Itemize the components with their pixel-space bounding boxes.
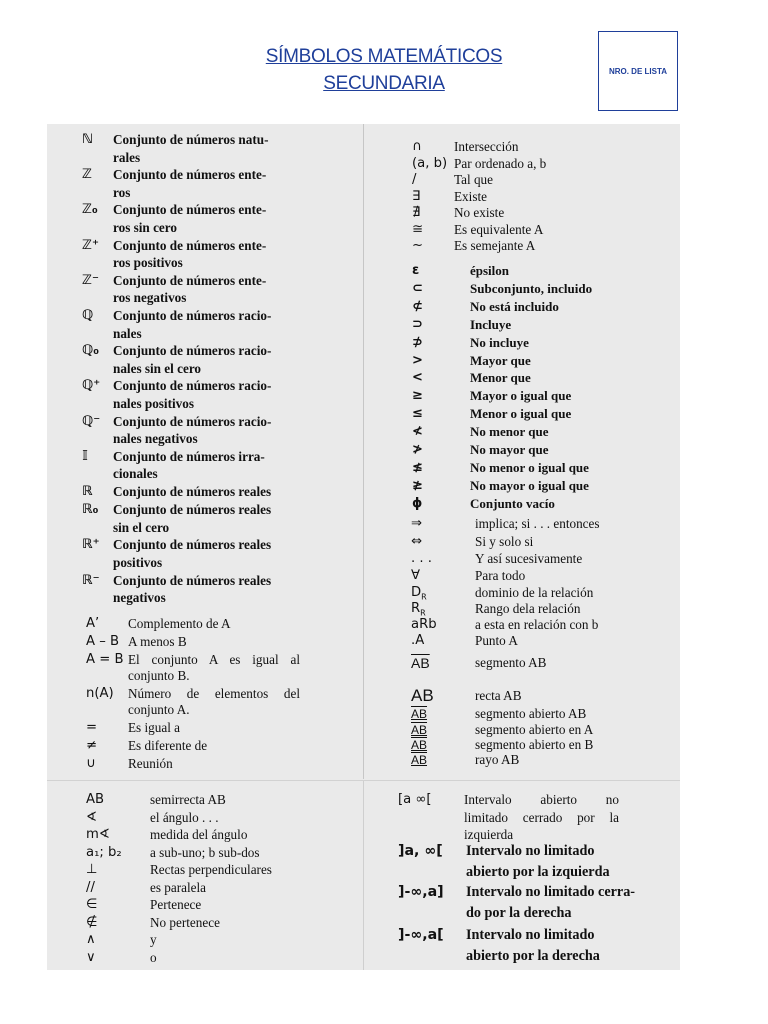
symbol: ℤ⁺	[82, 237, 99, 253]
symbol: /	[412, 172, 417, 187]
symbol-description: rales	[113, 149, 141, 165]
symbol: ≱	[412, 477, 423, 493]
symbol-description: No pertenece	[150, 914, 220, 930]
symbol-description: Conjunto de números reales	[113, 572, 272, 588]
symbol-description: y	[150, 932, 157, 947]
symbol-description: el ángulo . . .	[150, 809, 219, 825]
symbol-description: No menor que	[470, 424, 549, 440]
symbol: ]-∞,a]	[398, 884, 444, 900]
symbol-description: Menor o igual que	[470, 406, 572, 422]
symbol-description: Conjunto de números reales	[113, 484, 272, 499]
symbol-description: A menos B	[128, 633, 187, 649]
symbol-description: Reunión	[128, 756, 173, 772]
symbol: ℝ⁻	[82, 572, 100, 588]
symbol: ℕ	[82, 132, 94, 147]
symbol: ⇔	[411, 534, 423, 549]
symbol-description: conjunto A.	[128, 702, 190, 718]
symbol-description: medida del ángulo	[150, 827, 248, 842]
symbol-description: Existe	[454, 188, 487, 204]
symbol-description: semirrecta AB	[150, 792, 226, 807]
symbol-description: Conjunto vacío	[470, 495, 555, 511]
symbol: ℤ	[82, 167, 92, 183]
symbol: ∀	[411, 568, 421, 583]
symbol-description: No incluye	[470, 334, 529, 350]
symbol: $R_R$	[411, 601, 426, 618]
symbol-description: Mayor que	[470, 352, 531, 368]
symbol-description: Menor que	[470, 370, 531, 386]
symbol: ≮	[412, 424, 423, 440]
symbol-description: abierto por la izquierda	[466, 863, 610, 880]
symbol-description: ros	[113, 184, 131, 200]
symbol: A = B	[86, 651, 124, 667]
symbol-description: No mayor o igual que	[470, 477, 589, 493]
symbol: a₁; b₂	[86, 844, 122, 860]
symbol-description: No mayor que	[470, 442, 549, 457]
symbol: ϕ	[412, 495, 423, 511]
symbol-description: segmento abierto en A	[475, 722, 594, 737]
symbol-description: épsilon	[470, 263, 510, 278]
symbol: A – B	[86, 633, 120, 649]
symbol-description: Y así sucesivamente	[475, 551, 583, 566]
symbol: ℚ⁺	[82, 378, 101, 394]
symbol-description: Es igual a	[128, 720, 181, 736]
symbol: ≰	[412, 459, 423, 475]
symbol-description: ros positivos	[113, 255, 183, 271]
symbol: ⇒	[411, 516, 423, 531]
symbol: ⊂	[412, 280, 423, 296]
symbol: //	[86, 879, 95, 895]
column-divider	[363, 124, 364, 779]
symbol-description: nales negativos	[113, 431, 198, 447]
symbol: ∩	[412, 139, 422, 154]
symbol: 𝕀	[82, 448, 89, 464]
symbol-description: ros negativos	[113, 290, 187, 306]
symbol-description: nales sin el cero	[113, 360, 202, 376]
symbol: . . .	[411, 551, 432, 566]
symbol-description: El conjunto A es igual al	[128, 651, 300, 667]
symbol-description: Intervalo no limitado	[466, 927, 595, 943]
symbol-description: izquierda	[464, 827, 514, 843]
symbol-description: implica; si . . . entonces	[475, 516, 600, 531]
symbol-description: do por la derecha	[466, 904, 572, 921]
symbol: AB	[411, 723, 428, 737]
symbol-description: Número de elementos del	[128, 686, 300, 702]
symbol: A’	[86, 616, 100, 631]
symbol: AB	[86, 792, 105, 807]
symbol: ≅	[412, 221, 424, 237]
symbol-description: Intervalo no limitado cerra-	[466, 884, 636, 900]
symbol: <	[412, 370, 423, 386]
symbol-subscript: R	[421, 592, 427, 602]
symbol-description: limitado cerrado por la	[464, 809, 619, 825]
symbol: ⊥	[86, 862, 98, 877]
symbol-description: a sub-uno; b sub-dos	[150, 844, 260, 860]
symbol-description: conjunto B.	[128, 668, 190, 684]
symbol-description: Conjunto de números ente-	[113, 237, 267, 253]
symbol-description: a esta en relación con b	[475, 617, 599, 632]
symbol: aRb	[411, 617, 437, 632]
list-number-label: NRO. DE LISTA	[608, 66, 668, 76]
symbol-description: Punto A	[475, 633, 518, 648]
symbol: ∨	[86, 949, 96, 965]
symbol: ℝ	[82, 484, 93, 499]
symbol: m∢	[86, 827, 110, 842]
symbol-description: Conjunto de números racio-	[113, 378, 272, 394]
symbol-description: ros sin cero	[113, 219, 177, 235]
symbol: ℝ₀	[82, 502, 99, 518]
symbol-description: nales positivos	[113, 395, 194, 411]
symbol: ℤ⁻	[82, 272, 99, 288]
symbol-description: Conjunto de números racio-	[113, 413, 272, 429]
symbol: ⊄	[412, 298, 423, 314]
symbol-description: Conjunto de números racio-	[113, 343, 272, 359]
symbol-description: Conjunto de números ente-	[113, 167, 267, 183]
symbol: .A	[411, 633, 425, 648]
symbol-description: nales	[113, 325, 142, 341]
symbol-description: Rango dela relación	[475, 601, 581, 616]
symbol-description: Tal que	[454, 172, 493, 187]
symbol-description: es paralela	[150, 879, 207, 895]
page-title-line-1: SÍMBOLOS MATEMÁTICOS	[265, 46, 503, 67]
symbol: ⊅	[412, 334, 423, 350]
symbol-description: Es diferente de	[128, 738, 208, 754]
symbol-description: Complemento de A	[128, 616, 231, 631]
symbol-description: rayo AB	[475, 752, 520, 767]
symbol: ε	[412, 263, 420, 278]
symbol: $D_R$	[411, 585, 427, 602]
symbol-description: negativos	[113, 590, 166, 606]
symbol-description: abierto por la derecha	[466, 947, 600, 964]
symbol-description: Rectas perpendiculares	[150, 862, 272, 877]
symbol-description: Pertenece	[150, 897, 202, 912]
symbol: >	[412, 352, 423, 368]
symbol-description: segmento abierto AB	[475, 706, 587, 721]
symbol: ℤ₀	[82, 202, 98, 218]
symbol-description: Es equivalente A	[454, 221, 544, 237]
symbol-description: o	[150, 949, 157, 965]
symbol: AB	[411, 738, 428, 752]
symbol-description: Intervalo abierto no	[464, 792, 619, 807]
symbol-description: Conjunto de números racio-	[113, 308, 272, 323]
symbol-description: Conjunto de números ente-	[113, 202, 267, 218]
symbol-description: Intersección	[454, 139, 519, 154]
symbol: ∧	[86, 932, 96, 947]
page-title-line-2: SECUNDARIA	[323, 73, 445, 94]
symbol: =	[86, 720, 98, 736]
symbol-description: segmento AB	[475, 655, 547, 670]
symbol: AB	[411, 753, 428, 767]
symbol-description: recta AB	[475, 688, 522, 703]
symbol-description: No está incluido	[470, 298, 559, 314]
symbol: ℚ⁻	[82, 413, 101, 429]
symbol-description: positivos	[113, 554, 163, 570]
symbol-description: Conjunto de números ente-	[113, 272, 267, 288]
symbol-description: Incluye	[470, 316, 512, 332]
symbol: AB	[411, 686, 434, 705]
bottom-column-divider	[363, 781, 364, 970]
symbol: ≠	[86, 738, 98, 754]
symbol-description: Para todo	[475, 568, 526, 583]
symbol: ]a, ∞[	[398, 843, 443, 859]
symbol: ∉	[86, 914, 98, 930]
symbol: ⊃	[412, 316, 423, 332]
symbol-description: Subconjunto, incluido	[470, 280, 593, 296]
symbol: ℚ₀	[82, 343, 99, 359]
symbol-description: cionales	[113, 466, 158, 482]
symbol: ∃	[412, 188, 421, 204]
symbol: ℚ	[82, 308, 94, 323]
symbol-description: Conjunto de números irra-	[113, 448, 265, 464]
symbol-description: dominio de la relación	[475, 585, 594, 600]
symbol-description: Es semejante A	[454, 238, 536, 253]
symbol: ≤	[412, 406, 423, 422]
symbol: $\overline{AB}$	[411, 655, 430, 671]
symbol: AB	[411, 707, 428, 721]
symbol-description: Si y solo si	[475, 534, 534, 549]
symbol: ~	[412, 238, 424, 253]
symbol-description: sin el cero	[113, 519, 170, 535]
symbol: [a ∞[	[398, 792, 432, 807]
symbol-description: No menor o igual que	[470, 459, 589, 475]
symbol: ∪	[86, 756, 96, 772]
symbol: ]-∞,a[	[398, 927, 444, 943]
symbol: ≥	[412, 388, 423, 404]
symbol-description: Conjunto de números natu-	[113, 132, 269, 147]
symbol: ∈	[86, 897, 98, 912]
symbol: (a, b)	[412, 155, 448, 171]
symbol-subscript: R	[420, 608, 426, 618]
symbol-description: Par ordenado a, b	[454, 155, 547, 171]
symbol: ℝ⁺	[82, 537, 100, 553]
symbol-description: Intervalo no limitado	[466, 843, 595, 859]
symbol-description: No existe	[454, 205, 505, 220]
symbol: n(A)	[86, 686, 114, 702]
list-number-box	[598, 31, 678, 111]
symbol-description: Mayor o igual que	[470, 388, 572, 404]
symbol-description: segmento abierto en B	[475, 737, 594, 752]
symbol-description: Conjunto de números reales	[113, 537, 272, 553]
symbol: ≯	[412, 442, 423, 457]
symbol: ∄	[412, 205, 421, 220]
symbol-description: Conjunto de números reales	[113, 502, 272, 518]
symbol: ∢	[86, 809, 98, 825]
